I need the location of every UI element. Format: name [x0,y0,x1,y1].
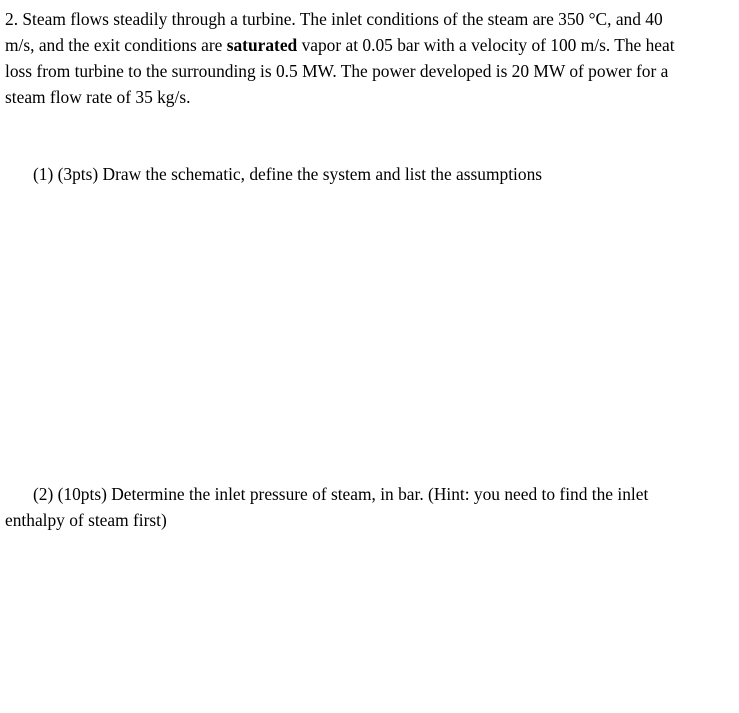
problem-statement [5,6,733,110]
problem-line-1: 2. Steam flows steadily through a turbine. The inlet conditions of the steam are 350 °C, and 40 [5,9,663,29]
question-2 [5,481,648,533]
question-1: (1) (3pts) Draw the schematic, define the system and list the assumptions [33,164,543,184]
problem-line-2-end: vapor at 0.05 bar with a velocity of 100 m/s. The heat [297,35,675,55]
problem-line-3: loss from turbine to the surrounding is 0.5 MW. The power developed is 20 MW of power for a [5,61,669,81]
saturated-emphasis: saturated [226,35,298,55]
question-2-line-1: (2) (10pts) Determine the inlet pressure of steam, in bar. (Hint: you need to find the inlet [33,484,649,504]
problem-line-2 [5,32,733,58]
problem-line-2-start: m/s, and the exit conditions are [5,35,227,55]
question-2-line-2: enthalpy of steam first) [5,510,167,530]
problem-line-4: steam flow rate of 35 kg/s. [5,87,191,107]
